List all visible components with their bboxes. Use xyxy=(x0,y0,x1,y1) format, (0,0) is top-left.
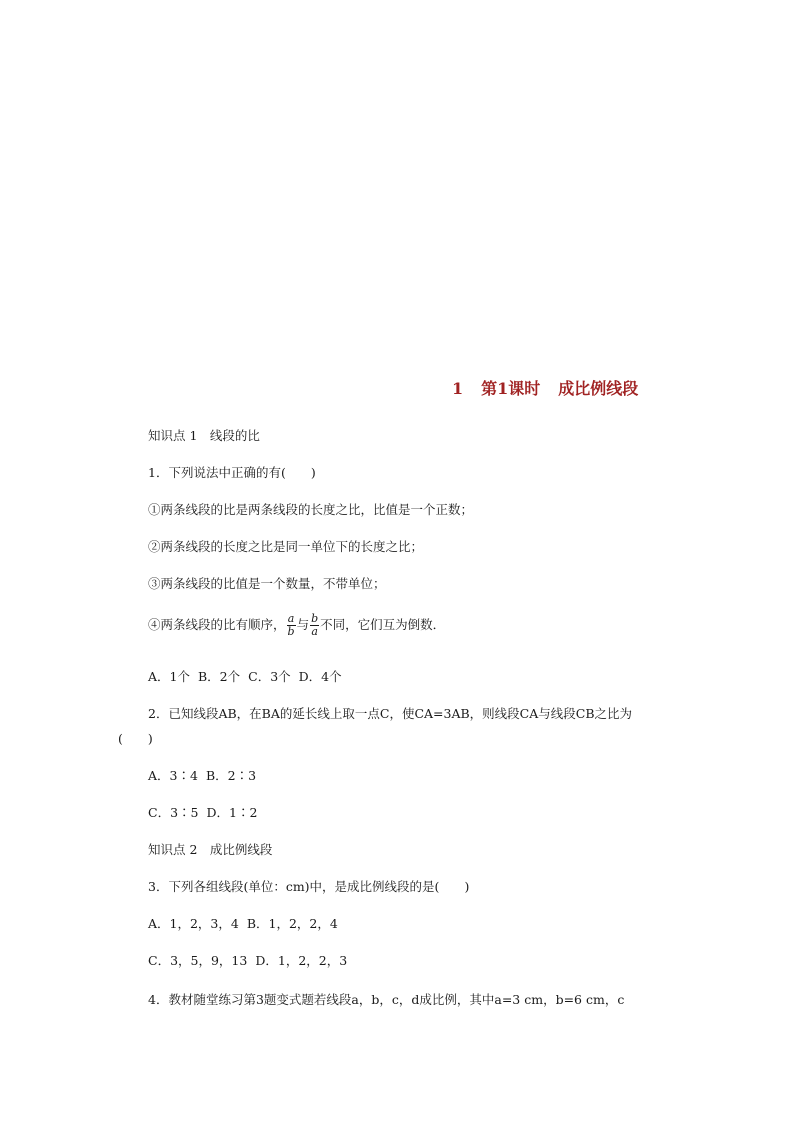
option-c: C．3个 xyxy=(248,669,291,684)
question-3-options-row-1 xyxy=(148,914,346,932)
question-2-options-row-1 xyxy=(148,766,264,784)
question-2-line-1: 2．已知线段AB，在BA的延长线上取一点C，使CA=3AB，则线段CA与线段CB之比为 xyxy=(148,706,633,721)
option-d: D．4个 xyxy=(298,669,342,684)
question-3-options-row-2 xyxy=(148,951,355,969)
option-d: D．1，2，2，3 xyxy=(255,953,348,968)
question-1-statement-4 xyxy=(148,613,445,638)
option-b: B．2∶3 xyxy=(205,768,257,783)
option-a: A．3∶4 xyxy=(148,768,198,783)
lesson-topic: 成比例线段 xyxy=(558,379,639,398)
fraction-1-denominator: b xyxy=(287,625,295,638)
lesson-number: 1 xyxy=(452,379,464,398)
section-heading-2: 知识点 2 成比例线段 xyxy=(148,842,273,857)
question-1-statement-2: ②两条线段的长度之比是同一单位下的长度之比； xyxy=(148,539,424,554)
statement-4-middle: 与 xyxy=(296,617,310,632)
fraction-b-over-a xyxy=(310,613,319,638)
statement-4-suffix: 不同，它们互为倒数． xyxy=(320,617,446,632)
question-1-statement-1: ①两条线段的比是两条线段的长度之比，比值是一个正数； xyxy=(148,502,474,517)
option-b: B．1，2，2，4 xyxy=(246,916,338,931)
question-1-options xyxy=(148,667,350,685)
question-1-statement-3: ③两条线段的比值是一个数量，不带单位； xyxy=(148,576,386,591)
question-4-stem: 4．教材随堂练习第3题变式题若线段a，b，c，d成比例，其中a=3 cm，b=6 cm，c xyxy=(148,992,625,1007)
question-1-stem: 1．下列说法中正确的有( ) xyxy=(148,465,316,480)
question-2-options-row-2 xyxy=(148,803,265,821)
fraction-2-denominator: a xyxy=(311,625,318,638)
fraction-a-over-b xyxy=(287,613,296,638)
option-a: A．1，2，3，4 xyxy=(148,916,239,931)
statement-4-prefix: ④两条线段的比有顺序， xyxy=(148,617,286,632)
section-heading-1: 知识点 1 线段的比 xyxy=(148,428,260,443)
fraction-1-numerator: a xyxy=(287,612,295,625)
option-c: C．3∶5 xyxy=(148,805,199,820)
option-a: A．1个 xyxy=(148,669,190,684)
option-c: C．3，5，9，13 xyxy=(148,953,248,968)
option-d: D．1∶2 xyxy=(206,805,258,820)
question-3-stem: 3．下列各组线段(单位：cm)中，是成比例线段的是( ) xyxy=(148,879,470,894)
lesson-title xyxy=(452,376,656,399)
lesson-period: 第1课时 xyxy=(481,379,541,398)
option-b: B．2个 xyxy=(197,669,241,684)
question-2-line-2: ( ) xyxy=(118,731,153,746)
fraction-2-numerator: b xyxy=(311,612,319,625)
